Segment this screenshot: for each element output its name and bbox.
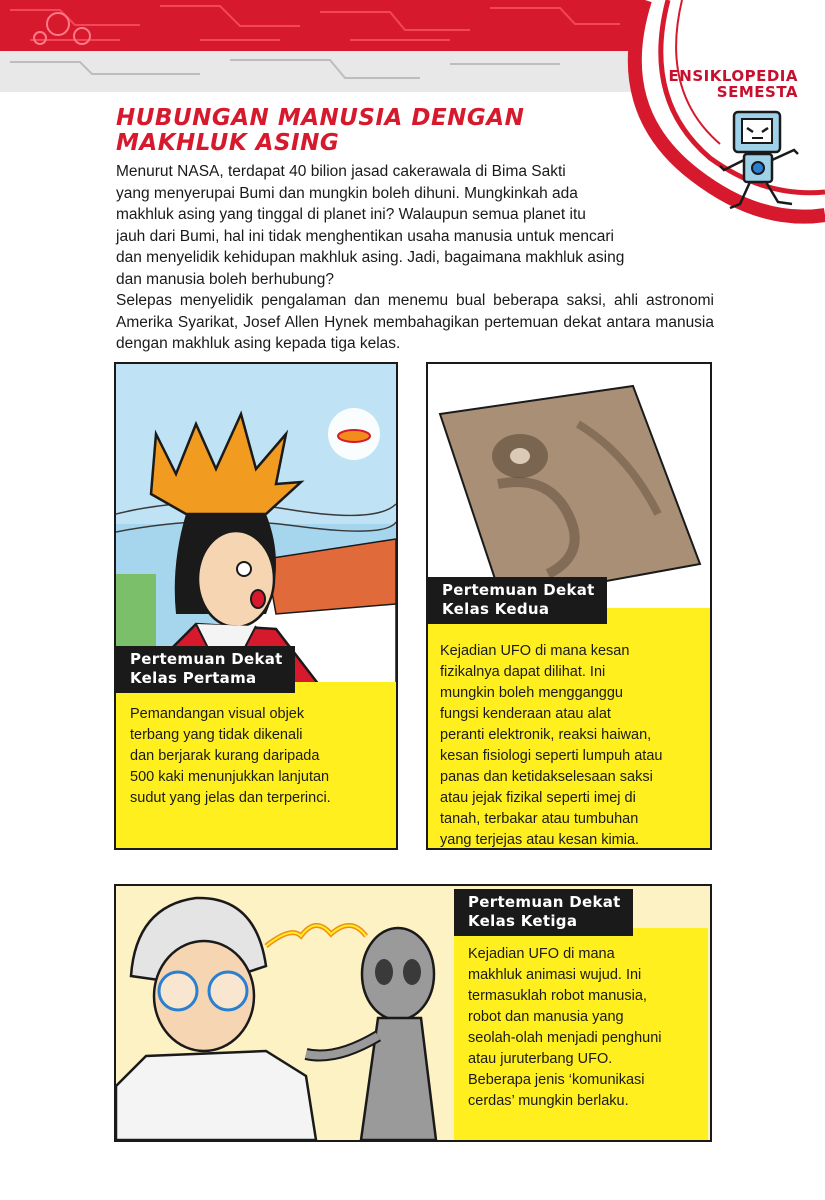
- intro-line: dan menyelidik kehidupan makhluk asing. Jadi, bagaimana makhluk asing: [116, 249, 625, 266]
- description-line: cerdas’ mungkin berlaku.: [468, 1093, 629, 1109]
- description-line: Pemandangan visual objek: [130, 706, 305, 722]
- panel-second-kind: [426, 362, 712, 850]
- description-line: fungsi kenderaan atau alat: [440, 706, 611, 722]
- intro-line: Menurut NASA, terdapat 40 bilion jasad cakerawala di Bima Sakti: [116, 163, 566, 180]
- label-line-2: Kelas Kedua: [442, 600, 550, 618]
- description-line: tanah, terbakar atau tumbuhan: [440, 811, 639, 827]
- description-line: robot dan manusia yang: [468, 1009, 624, 1025]
- panel-second-kind-label: [428, 577, 607, 624]
- panel-first-kind: [114, 362, 398, 850]
- panel-second-kind-description: [428, 608, 710, 848]
- title-line-2: MAKHLUK ASING: [116, 130, 340, 156]
- label-line-1: Pertemuan Dekat: [468, 893, 621, 911]
- description-line: panas dan ketidakselesaan saksi: [440, 769, 653, 785]
- intro-line: makhluk asing yang tinggal di planet ini? Walaupun semua planet itu: [116, 206, 586, 223]
- description-line: dan berjarak kurang daripada: [130, 748, 320, 764]
- description-line: fizikalnya dapat dilihat. Ini: [440, 664, 606, 680]
- description-line: makhluk animasi wujud. Ini: [468, 967, 642, 983]
- label-line-2: Kelas Pertama: [130, 669, 257, 687]
- description-line: termasuklah robot manusia,: [468, 988, 647, 1004]
- description-line: Kejadian UFO di mana kesan: [440, 643, 630, 659]
- panel-first-kind-label: [116, 646, 295, 693]
- intro-line: jauh dari Bumi, hal ini tidak menghentikan usaha manusia untuk mencari: [116, 227, 615, 245]
- description-line: atau jejak fizikal seperti imej di: [440, 790, 636, 806]
- title-line-1: HUBUNGAN MANUSIA DENGAN: [116, 105, 525, 131]
- intro-paragraph: [116, 161, 706, 290]
- description-line: yang terjejas atau kesan kimia.: [440, 832, 640, 848]
- label-line-1: Pertemuan Dekat: [130, 650, 283, 668]
- robot-mascot-illustration: [716, 108, 804, 216]
- brand-line-1: ENSIKLOPEDIA: [668, 67, 798, 85]
- description-line: Beberapa jenis ‘komunikasi: [468, 1072, 645, 1088]
- description-line: atau juruterbang UFO.: [468, 1051, 613, 1067]
- label-line-2: Kelas Ketiga: [468, 912, 578, 930]
- label-line-1: Pertemuan Dekat: [442, 581, 595, 599]
- panel-first-kind-description: [116, 682, 396, 848]
- classification-paragraph: Selepas menyelidik pengalaman dan menemu bual beberapa saksi, ahli astronomi Amerika Syarikat, Josef Allen Hynek membahagikan pertemuan dekat antara manusia dengan makhluk asing kepada tiga kelas.: [116, 292, 714, 352]
- intro-line: yang menyerupai Bumi dan mungkin boleh dihuni. Mungkinkah ada: [116, 184, 578, 202]
- series-brand-logo: [648, 68, 798, 100]
- brand-line-2: SEMESTA: [716, 83, 798, 101]
- description-line: sudut yang jelas dan terperinci.: [130, 790, 331, 806]
- intro-line: dan manusia boleh berhubung?: [116, 270, 335, 288]
- panel-third-kind: [114, 884, 712, 1142]
- panel-third-kind-label: [454, 889, 633, 936]
- description-line: 500 kaki menunjukkan lanjutan: [130, 769, 330, 785]
- panel-third-kind-description: [454, 928, 708, 1140]
- description-line: kesan fisiologi seperti lumpuh atau: [440, 748, 663, 764]
- description-line: peranti elektronik, reaksi haiwan,: [440, 727, 652, 743]
- description-line: seolah-olah menjadi penghuni: [468, 1030, 662, 1046]
- page-title: [116, 106, 596, 156]
- description-line: Kejadian UFO di mana: [468, 946, 615, 962]
- description-line: terbang yang tidak dikenali: [130, 727, 303, 743]
- description-line: mungkin boleh mengganggu: [440, 685, 623, 701]
